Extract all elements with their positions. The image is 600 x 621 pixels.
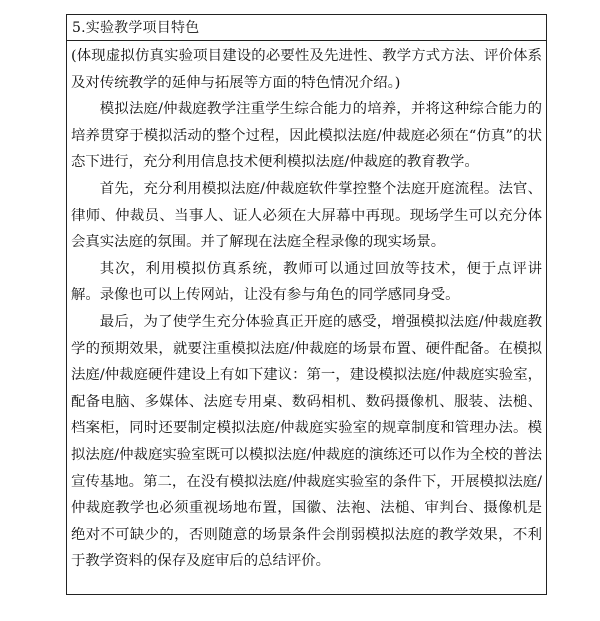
- paragraph-4: 最后，为了使学生充分体验真正开庭的感受，增强模拟法庭/仲裁庭教学的预期效果，就要注重模拟法庭/仲裁庭的场景布置、硬件配备。在模拟法庭/仲裁庭硬件建设上有如下建议：第一，建设模拟法庭/仲裁庭实验室，配备电脑、多媒体、法庭专用桌、数码相机、数码摄像机、服装、法槌、档案柜，同时还要制定模拟法庭/仲裁庭实验室的规章制度和管理办法。模拟法庭/仲裁庭实验室既可以模拟法庭/仲裁庭的演练还可以作为全校的普法宣传基地。第二，在没有模拟法庭/仲裁庭实验室的条件下，开展模拟法庭/仲裁庭教学也必须重视场地布置，国徽、法袍、法槌、审判台、摄像机是绝对不可缺少的，否则随意的场景条件会削弱模拟法庭的教学效果，不利于教学资料的保存及庭审后的总结评价。: [71, 313, 542, 570]
- paragraph-3: 其次，利用模拟仿真系统，教师可以通过回放等技术，便于点评讲解。录像也可以上传网站，让没有参与角色的同学感同身受。: [71, 260, 542, 304]
- paragraph-2: 首先，充分利用模拟法庭/仲裁庭软件掌控整个法庭开庭流程。法官、律师、仲裁员、当事人、证人必须在大屏幕中再现。现场学生可以充分体会真实法庭的氛围。并了解现在法庭全程录像的现实场景。: [71, 180, 542, 251]
- section-content: [67, 43, 546, 575]
- section-heading: 5.实验教学项目特色: [67, 15, 546, 41]
- intro-note: (体现虚拟仿真实验项目建设的必要性及先进性、教学方式方法、评价体系及对传统教学的延伸与拓展等方面的特色情况介绍。): [71, 48, 542, 91]
- paragraph-1: 模拟法庭/仲裁庭教学注重学生综合能力的培养，并将这种综合能力的培养贯穿于模拟活动的整个过程，因此模拟法庭/仲裁庭必须在“仿真”的状态下进行，充分利用信息技术便利模拟法庭/仲裁庭的教育教学。: [71, 101, 542, 171]
- feature-table: [66, 14, 547, 595]
